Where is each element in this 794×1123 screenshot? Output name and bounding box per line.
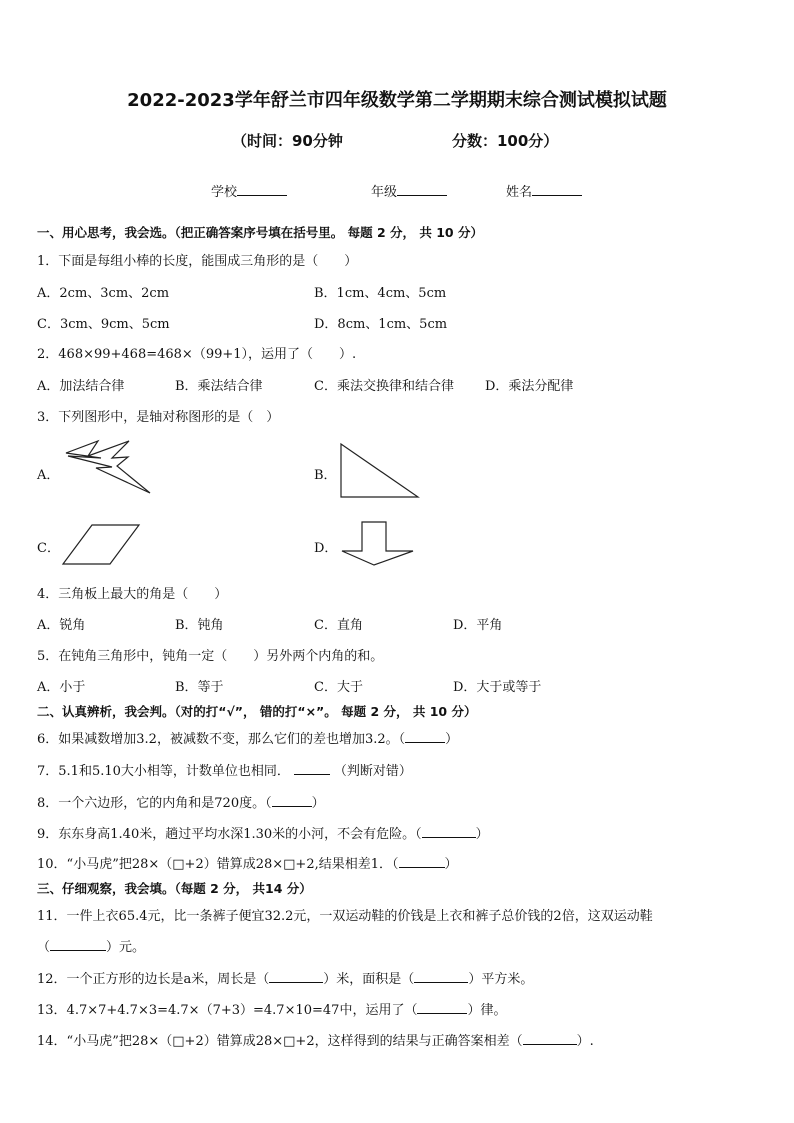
q1-option-a[interactable]: A．2cm、3cm、2cm	[37, 286, 170, 301]
right-triangle-figure	[341, 444, 418, 497]
q12-text-a: 12．一个正方形的边长是a米，周长是（	[37, 972, 270, 987]
q12-text-b: ）米，面积是（	[323, 972, 415, 987]
q9-text-b: ）	[475, 827, 489, 842]
section3-heading: 三、仔细观察，我会填。（每题 2 分， 共14 分）	[37, 881, 312, 896]
q2-text: 2．468×99+468=468×（99+1），运用了（ ）.	[37, 347, 357, 362]
q1-option-c[interactable]: C．3cm、9cm、5cm	[37, 317, 170, 332]
q4-option-d[interactable]: D．平角	[453, 618, 503, 633]
q3-option-b[interactable]: B．	[314, 468, 337, 483]
q12-area-blank[interactable]	[414, 970, 468, 983]
q11-text-line2	[37, 936, 145, 955]
q10-text-b: ）	[444, 857, 458, 872]
q7-text-a: 7．5.1和5.10大小相等，计数单位也相同．	[37, 764, 290, 779]
parallelogram-figure	[63, 525, 139, 564]
q10-answer-blank[interactable]	[399, 855, 445, 868]
q6-answer-blank[interactable]	[405, 730, 445, 743]
q7-text-b: （判断对错）	[333, 764, 412, 779]
q14-text-a: 14．“小马虎”把28×（□+2）错算成28×□+2，这样得到的结果与正确答案相差（	[37, 1034, 523, 1049]
q11-text-b: ）元。	[106, 940, 146, 955]
q4-option-a[interactable]: A．锐角	[37, 618, 86, 633]
q5-option-d[interactable]: D．大于或等于	[453, 680, 542, 695]
q4-text: 4．三角板上最大的角是（ ）	[37, 587, 228, 602]
q3-text: 3．下列图形中，是轴对称图形的是（ ）	[37, 410, 280, 425]
q1-option-d[interactable]: D．8cm、1cm、5cm	[314, 317, 448, 332]
q13-answer-blank[interactable]	[417, 1001, 467, 1014]
q8-text-b: ）	[311, 796, 325, 811]
q5-text: 5．在钝角三角形中，钝角一定（ ）另外两个内角的和。	[37, 649, 384, 664]
q3-option-c[interactable]: C．	[37, 541, 60, 556]
q4-option-c[interactable]: C．直角	[314, 618, 363, 633]
q13-text	[37, 999, 506, 1018]
q12-perimeter-blank[interactable]	[269, 970, 323, 983]
q11-text-line1: 11．一件上衣65.4元，比一条裤子便宜32.2元，一双运动鞋的价钱是上衣和裤子总价钱的2倍，这双运动鞋	[37, 909, 653, 924]
exam-title: 2022-2023学年舒兰市四年级数学第二学期期末综合测试模拟试题	[127, 90, 667, 111]
exam-time: （时间：90分钟	[232, 132, 343, 150]
q2-option-b[interactable]: B．乘法结合律	[175, 379, 263, 394]
q13-text-b: ）律。	[467, 1003, 507, 1018]
q3-option-a[interactable]: A．	[37, 468, 60, 483]
q8-text-a: 8．一个六边形，它的内角和是720度。（	[37, 796, 272, 811]
q7-text	[37, 760, 412, 779]
q5-option-c[interactable]: C．大于	[314, 680, 363, 695]
name-label: 姓名	[506, 185, 533, 200]
q12-text-c: ）平方米。	[468, 972, 534, 987]
q1-text: 1．下面是每组小棒的长度，能围成三角形的是（ ）	[37, 254, 358, 269]
q8-answer-blank[interactable]	[272, 794, 312, 807]
q9-text-a: 9．东东身高1.40米，趟过平均水深1.30米的小河，不会有危险。（	[37, 827, 422, 842]
q13-text-a: 13．4.7×7+4.7×3=4.7×（7+3）=4.7×10=47中，运用了（	[37, 1003, 418, 1018]
q9-answer-blank[interactable]	[422, 825, 476, 838]
q2-option-d[interactable]: D．乘法分配律	[485, 379, 574, 394]
q11-answer-blank[interactable]	[50, 938, 106, 951]
q12-text	[37, 968, 533, 987]
down-arrow-figure	[342, 522, 413, 565]
lightning-bolt-figure	[66, 441, 150, 493]
q2-option-c[interactable]: C．乘法交换律和结合律	[314, 379, 454, 394]
q14-answer-blank[interactable]	[523, 1032, 577, 1045]
grade-label: 年级	[371, 185, 398, 200]
q10-text-a: 10．“小马虎”把28×（□+2）错算成28×□+2,结果相差1．（	[37, 857, 399, 872]
q14-text-b: ）.	[576, 1034, 594, 1049]
q6-text-b: ）	[445, 732, 459, 747]
q4-option-b[interactable]: B．钝角	[175, 618, 224, 633]
q2-option-a[interactable]: A．加法结合律	[37, 379, 125, 394]
q5-option-b[interactable]: B．等于	[175, 680, 224, 695]
q8-text	[37, 792, 325, 811]
school-label: 学校	[211, 185, 238, 200]
exam-score: 分数：100分）	[452, 132, 559, 150]
q7-answer-blank[interactable]	[294, 762, 330, 775]
q1-option-b[interactable]: B．1cm、4cm、5cm	[314, 286, 447, 301]
q9-text	[37, 823, 489, 842]
q6-text	[37, 728, 458, 747]
q10-text	[37, 853, 458, 872]
q3-option-d[interactable]: D．	[314, 541, 338, 556]
section1-heading: 一、用心思考，我会选。（把正确答案序号填在括号里。 每题 2 分， 共 10 分）	[37, 225, 483, 240]
q5-option-a[interactable]: A．小于	[37, 680, 86, 695]
q11-text-a: （	[37, 940, 51, 955]
q6-text-a: 6．如果减数增加3.2，被减数不变，那么它们的差也增加3.2。（	[37, 732, 406, 747]
section2-heading: 二、认真辨析，我会判。（对的打“√”， 错的打“×”。 每题 2 分， 共 10 分）	[37, 704, 477, 719]
q14-text	[37, 1030, 594, 1049]
